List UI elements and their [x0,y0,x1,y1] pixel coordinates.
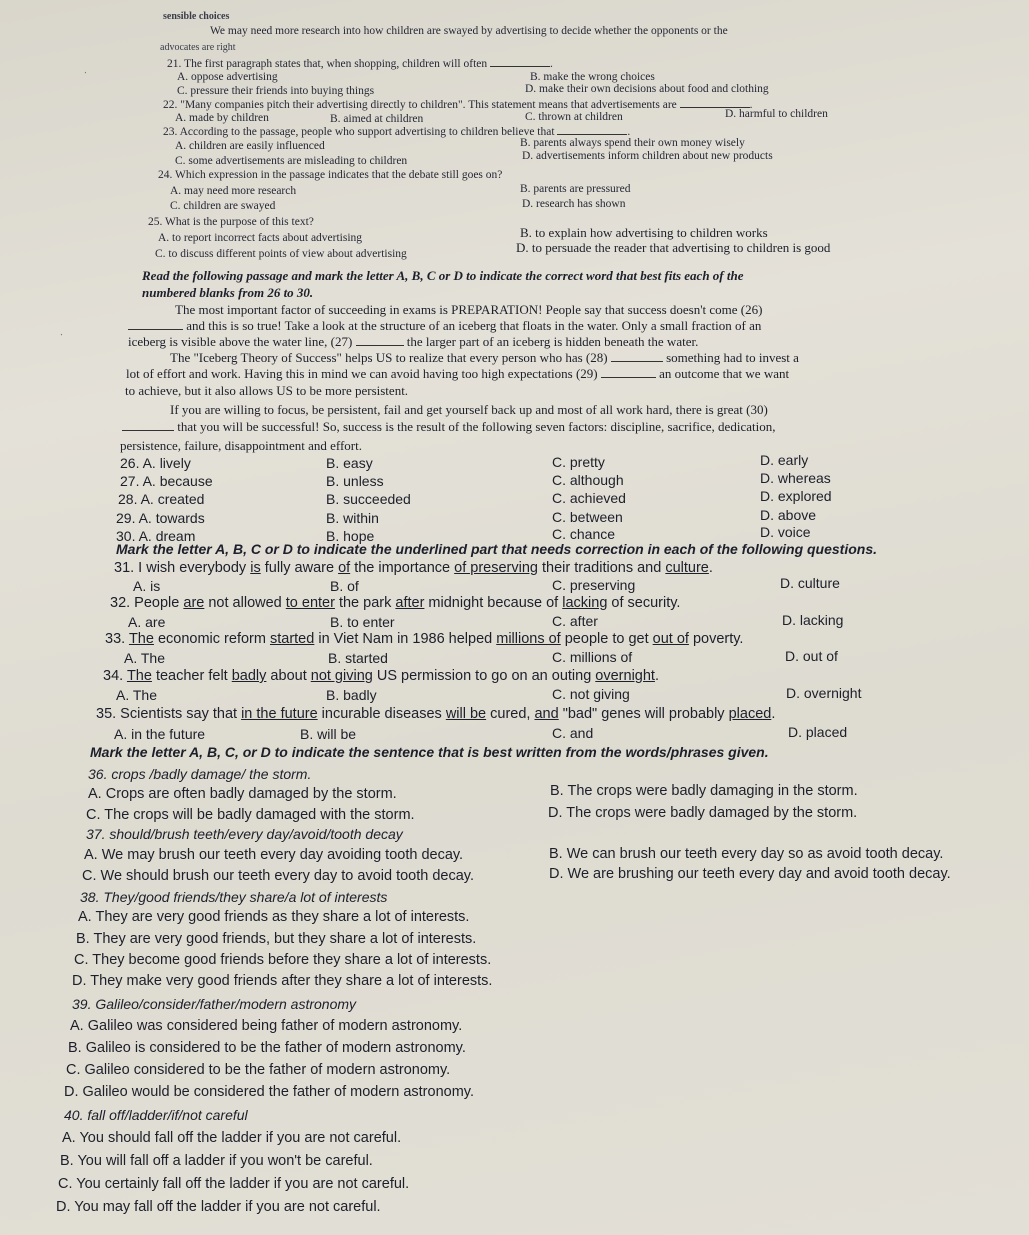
q37-a: A. We may brush our teeth every day avoiding tooth decay. [84,847,464,863]
q25-d: D. to persuade the reader that advertising to children is good [516,240,831,255]
cloze-p2: and this is so true! Take a look at the structure of an iceberg that floats in the water. Only a small fraction of an [128,318,761,333]
q21-a: A. oppose advertising [177,71,278,83]
q24-b: B. parents are pressured [520,183,631,195]
opt-26-c: C. pretty [552,454,605,470]
q37-b: B. We can brush our teeth every day so as avoid tooth decay. [549,846,944,862]
q36-b: B. The crops were badly damaging in the storm. [550,783,858,799]
intro-line-2: advocates are right [160,42,236,53]
opt-29-b: B. within [326,510,379,526]
heading: sensible choices [163,11,230,22]
q31-c: C. preserving [552,577,636,593]
q37-c: C. We should brush our teeth every day to avoid tooth decay. [82,868,474,884]
q24-d: D. research has shown [522,198,626,210]
q35-d: D. placed [788,724,848,740]
margin-marks: · · [59,67,88,342]
cloze-instruction-1: Read the following passage and mark the letter A, B, C or D to indicate the correct word that best fits each of the [142,268,744,283]
q32-a: A. are [128,614,166,630]
q21-stem: 21. The first paragraph states that, when shopping, children will often . [167,58,553,70]
q32-d: D. lacking [782,612,844,628]
error-instruction: Mark the letter A, B, C or D to indicate the underlined part that needs correction in each of the following questions. [116,541,878,557]
opt-27-b: B. unless [326,473,384,489]
q34-sentence: 34. The teacher felt badly about not giving US permission to go on an outing overnight. [103,668,659,684]
opt-29-a: 29. A. towards [116,510,205,526]
q33-a: A. The [124,650,165,666]
q22-a: A. made by children [175,112,269,124]
q34-b: B. badly [326,687,377,703]
q38-d: D. They make very good friends after they share a lot of interests. [72,973,493,989]
opt-26-b: B. easy [326,455,373,471]
q37-cue: 37. should/brush teeth/every day/avoid/tooth decay [86,826,403,842]
q32-b: B. to enter [330,614,395,630]
cloze-p1: The most important factor of succeeding in exams is PREPARATION! People say that success doesn't come (26) [175,302,763,317]
q38-c: C. They become good friends before they share a lot of interests. [74,952,492,968]
q25-stem: 25. What is the purpose of this text? [148,216,314,228]
opt-30-c: C. chance [552,526,616,542]
q33-b: B. started [328,650,388,666]
q25-b: B. to explain how advertising to children works [520,225,768,240]
opt-30-b: B. hope [326,528,375,544]
cloze-p9: persistence, failure, disappointment and effort. [120,438,362,453]
q24-stem: 24. Which expression in the passage indicates that the debate still goes on? [158,169,503,181]
q31-b: B. of [330,578,359,594]
opt-27-c: C. although [552,472,624,488]
opt-28-d: D. explored [760,488,832,504]
q31-sentence: 31. I wish everybody is fully aware of the importance of preserving their traditions and culture. [114,560,713,576]
q40-cue: 40. fall off/ladder/if/not careful [64,1107,248,1123]
cloze-p7: If you are willing to focus, be persistent, fail and get yourself back up and most of all work hard, there is great (30) [170,402,768,417]
q40-a: A. You should fall off the ladder if you are not careful. [62,1130,402,1146]
q35-sentence: 35. Scientists say that in the future incurable diseases will be cured, and "bad" genes will probably placed. [96,706,776,722]
opt-29-d: D. above [760,507,817,523]
q25-a: A. to report incorrect facts about advertising [158,232,363,244]
q34-a: A. The [116,687,157,703]
q32-c: C. after [552,613,598,629]
q22-d: D. harmful to children [725,108,828,120]
q33-sentence: 33. The economic reform started in Viet Nam in 1986 helped millions of people to get out of poverty. [105,631,744,647]
cloze-p6: to achieve, but it also allows US to be more persistent. [125,383,409,398]
cloze-instruction-2: numbered blanks from 26 to 30. [142,285,314,300]
q40-d: D. You may fall off the ladder if you are not careful. [56,1199,381,1215]
q36-d: D. The crops were badly damaged by the storm. [548,805,858,821]
q33-c: C. millions of [552,649,633,665]
q32-sentence: 32. People are not allowed to enter the park after midnight because of lacking of security. [110,595,681,611]
opt-27-d: D. whereas [760,470,831,486]
q25-c: C. to discuss different points of view about advertising [155,248,407,260]
q39-cue: 39. Galileo/consider/father/modern astronomy [72,996,357,1012]
intro-line-1: We may need more research into how children are swayed by advertising to decide whether the opponents or the [210,25,728,37]
q36-c: C. The crops will be badly damaged with the storm. [86,807,415,823]
q24-a: A. may need more research [170,185,297,197]
q21-b: B. make the wrong choices [530,71,655,83]
opt-26-a: 26. A. lively [120,455,191,471]
opt-28-b: B. succeeded [326,491,411,507]
opt-26-d: D. early [760,452,809,468]
q21-c: C. pressure their friends into buying things [177,85,375,97]
q23-a: A. children are easily influenced [175,140,325,152]
q39-d: D. Galileo would be considered the father of modern astronomy. [64,1084,474,1100]
sentence-instruction: Mark the letter A, B, C, or D to indicate the sentence that is best written from the words/phrases given. [90,744,769,760]
cloze-p3: iceberg is visible above the water line, (27) the larger part of an iceberg is hidden beneath the water. [128,334,699,349]
q35-c: C. and [552,725,594,741]
q39-b: B. Galileo is considered to be the father of modern astronomy. [68,1040,466,1056]
opt-28-a: 28. A. created [118,491,205,507]
q23-c: C. some advertisements are misleading to children [175,155,408,167]
q31-a: A. is [133,578,161,594]
opt-29-c: C. between [552,509,623,525]
q34-c: C. not giving [552,686,630,702]
q34-d: D. overnight [786,685,862,701]
q36-a: A. Crops are often badly damaged by the storm. [88,786,397,802]
opt-27-a: 27. A. because [120,473,213,489]
cloze-p4: The "Iceberg Theory of Success" helps US to realize that every person who has (28) something had to invest a [170,350,799,365]
cloze-p5: lot of effort and work. Having this in mind we can avoid having too high expectations (29) an outcome that we want [126,366,790,381]
q38-cue: 38. They/good friends/they share/a lot of interests [80,889,388,905]
q21-d: D. make their own decisions about food and clothing [525,83,769,95]
q22-b: B. aimed at children [330,113,424,125]
q22-c: C. thrown at children [525,111,623,123]
q38-a: A. They are very good friends as they share a lot of interests. [78,909,470,925]
q23-d: D. advertisements inform children about new products [522,150,773,162]
q31-d: D. culture [780,575,840,591]
q23-stem: 23. According to the passage, people who support advertising to children believe that . [163,126,631,138]
q23-b: B. parents always spend their own money wisely [520,137,745,149]
q36-cue: 36. crops /badly damage/ the storm. [88,766,312,782]
q40-b: B. You will fall off a ladder if you won't be careful. [60,1153,373,1169]
q33-d: D. out of [785,648,838,664]
q35-a: A. in the future [114,726,206,742]
q35-b: B. will be [300,726,357,742]
cloze-p8: that you will be successful! So, success is the result of the following seven factors: discipline, sacrifice, dedication, [122,419,775,434]
q39-c: C. Galileo considered to be the father of modern astronomy. [66,1062,451,1078]
opt-28-c: C. achieved [552,490,626,506]
q38-b: B. They are very good friends, but they share a lot of interests. [76,931,477,947]
q40-c: C. You certainly fall off the ladder if you are not careful. [58,1176,410,1192]
q24-c: C. children are swayed [170,200,276,212]
opt-30-d: D. voice [760,524,811,540]
q39-a: A. Galileo was considered being father of modern astronomy. [70,1018,463,1034]
opt-30-a: 30. A. dream [116,528,196,544]
q37-d: D. We are brushing our teeth every day and avoid tooth decay. [549,866,951,882]
q22-stem: 22. "Many companies pitch their advertising directly to children". This statement means that advertisements are . [163,99,753,111]
